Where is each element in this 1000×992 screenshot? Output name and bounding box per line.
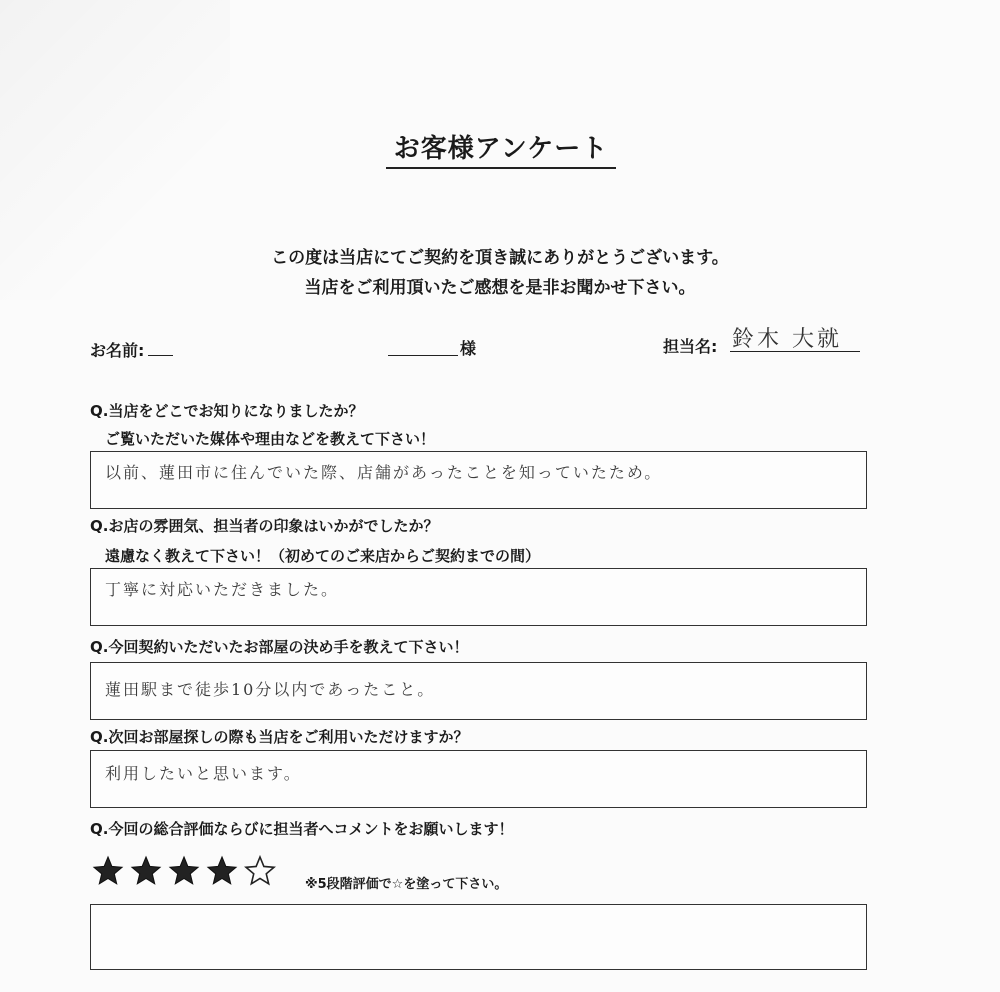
name-label: お名前: <box>90 341 145 360</box>
answer-box-4[interactable] <box>90 750 867 808</box>
survey-title: お客様アンケート <box>386 128 616 169</box>
answer-4-text: 利用したいと思います。 <box>105 764 302 783</box>
question-4: Q.次回お部屋探しの際も当店をご利用いただけますか？ <box>90 728 469 746</box>
staff-label: 担当名: <box>663 337 718 356</box>
question-1-line-1: Q.当店をどこでお知りになりましたか？ <box>90 402 364 420</box>
staff-field-line <box>730 351 860 352</box>
question-1-line-2: ご覧いただいた媒体や理由などを教えて下さい！ <box>105 430 436 448</box>
question-3: Q.今回契約いただいたお部屋の決め手を教えて下さい！ <box>90 638 469 656</box>
star-filled-icon[interactable] <box>92 855 124 887</box>
intro-line-2: 当店をご利用頂いたご感想を是非お聞かせ下さい。 <box>304 278 696 298</box>
answer-box-3[interactable] <box>90 662 867 720</box>
star-filled-icon[interactable] <box>130 855 162 887</box>
question-2-line-2: 遠慮なく教えて下さい！（初めてのご来店からご契約までの間） <box>105 547 541 565</box>
sama-label: 様 <box>460 339 477 358</box>
answer-box-5[interactable] <box>90 904 867 970</box>
star-empty-icon[interactable] <box>244 855 276 887</box>
staff-name: 鈴木 大就 <box>732 327 842 352</box>
answer-1-text: 以前、蓮田市に住んでいた際、店舗があったことを知っていたため。 <box>105 463 663 482</box>
answer-2-text: 丁寧に対応いただきました。 <box>105 580 340 599</box>
star-rating[interactable] <box>92 855 276 887</box>
name-field-line <box>148 355 173 356</box>
intro-line-1: この度は当店にてご契約を頂き誠にありがとうございます。 <box>271 248 729 268</box>
star-filled-icon[interactable] <box>168 855 200 887</box>
answer-box-2[interactable] <box>90 568 867 626</box>
question-2-line-1: Q.お店の雰囲気、担当者の印象はいかがでしたか？ <box>90 517 439 535</box>
name-field-line-2 <box>388 355 458 356</box>
question-5: Q.今回の総合評価ならびに担当者へコメントをお願いします！ <box>90 820 514 838</box>
answer-box-1[interactable] <box>90 451 867 509</box>
star-filled-icon[interactable] <box>206 855 238 887</box>
rating-note: ※5段階評価で☆を塗って下さい。 <box>305 877 508 892</box>
answer-3-text: 蓮田駅まで徒歩10分以内であったこと。 <box>105 680 436 699</box>
